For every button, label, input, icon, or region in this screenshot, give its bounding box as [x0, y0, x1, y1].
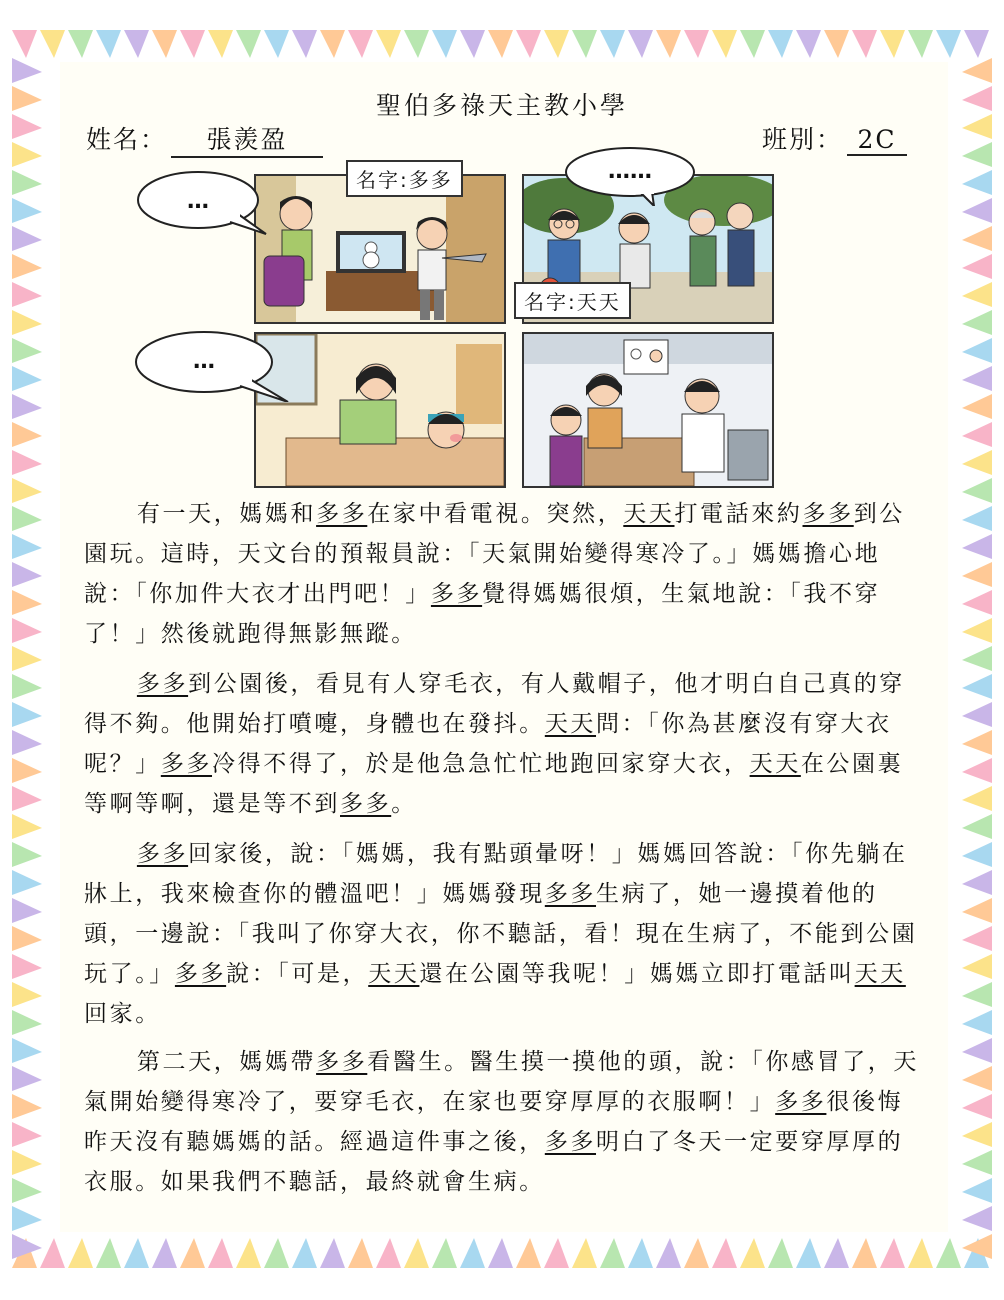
- pennant-flag: [824, 1238, 849, 1268]
- pennant-flag: [572, 30, 597, 58]
- pennant-flag: [432, 1238, 457, 1268]
- pennant-flag: [962, 954, 992, 979]
- pennant-flag: [656, 1238, 681, 1268]
- speech-bubble-2: [560, 144, 700, 206]
- pennant-flag: [12, 30, 37, 58]
- character-name: 天天: [749, 751, 801, 777]
- pennant-flag: [962, 562, 992, 587]
- pennant-flag: [962, 170, 992, 195]
- pennant-flag: [376, 1238, 401, 1268]
- pennant-flag: [600, 1238, 625, 1268]
- pennant-flag: [12, 730, 42, 755]
- pennant-flag: [264, 1238, 289, 1268]
- story-text: 冷得不得了，於是他急急忙忙地跑回家穿大衣，: [212, 751, 750, 777]
- pennant-flag: [824, 30, 849, 58]
- pennant-flag: [962, 534, 992, 559]
- pennant-flag: [12, 422, 42, 447]
- pennant-flag: [600, 30, 625, 58]
- pennant-flag: [320, 30, 345, 58]
- character-name: 天天: [544, 711, 597, 737]
- pennant-flag: [516, 1238, 541, 1268]
- pennant-flag: [152, 30, 177, 58]
- pennant-flag: [962, 226, 992, 251]
- story-text: 。: [391, 791, 417, 817]
- pennant-flag: [348, 1238, 373, 1268]
- pennant-flag: [68, 1238, 93, 1268]
- pennant-flag: [208, 30, 233, 58]
- pennant-flag: [962, 1150, 992, 1175]
- pennant-flag: [962, 282, 992, 307]
- character-name: 多多: [136, 671, 189, 697]
- pennant-flag: [962, 1066, 992, 1091]
- pennant-flag: [880, 30, 905, 58]
- story-paragraph-4: [84, 1042, 924, 1202]
- pennant-flag: [740, 30, 765, 58]
- pennant-flag: [12, 618, 42, 643]
- pennant-flag: [768, 30, 793, 58]
- pennant-flag: [572, 1238, 597, 1268]
- pennant-flag: [962, 198, 992, 223]
- story-text: 覺得媽媽很煩，生氣地說：「我不穿了！」然後就跑得無影無蹤。: [84, 581, 881, 647]
- pennant-flag: [628, 30, 653, 58]
- pennant-flag: [12, 758, 42, 783]
- pennant-flag: [124, 30, 149, 58]
- pennant-flag: [376, 30, 401, 58]
- speech-bubble-3-text: …: [193, 348, 215, 374]
- story-paragraph-3: [84, 834, 924, 1034]
- pennant-flag: [12, 226, 42, 251]
- comic-panel-doctor: [522, 332, 774, 488]
- class-row: [762, 120, 907, 156]
- character-name: 多多: [544, 1129, 597, 1155]
- story-text: 很後悔昨天沒有聽媽媽的話。經過這件事之後，: [84, 1089, 904, 1155]
- pennant-flag: [180, 1238, 205, 1268]
- pennant-flag: [12, 198, 42, 223]
- story-paragraph-1: [84, 494, 924, 654]
- pennant-flag: [40, 30, 65, 58]
- pennant-flag: [936, 30, 961, 58]
- pennant-flag: [12, 282, 42, 307]
- character-name: 多多: [544, 881, 597, 907]
- story-text: 打電話來約: [674, 501, 803, 527]
- story-text: 在家中看電視。突然，: [367, 501, 624, 527]
- pennant-flag: [432, 30, 457, 58]
- story-text: 說：「可是，: [226, 961, 369, 987]
- pennant-flag: [768, 1238, 793, 1268]
- pennant-flag: [236, 1238, 261, 1268]
- pennant-flag: [962, 310, 992, 335]
- pennant-flag: [852, 30, 877, 58]
- pennant-flag: [404, 1238, 429, 1268]
- pennant-flag: [348, 30, 373, 58]
- speech-bubble-1-text: …: [187, 188, 209, 214]
- pennant-flag: [684, 30, 709, 58]
- pennant-flag: [962, 590, 992, 615]
- class-value: 2C: [847, 125, 907, 156]
- character-name: 多多: [160, 751, 213, 777]
- pennant-flag: [12, 674, 42, 699]
- name-tag-tiantian: 名字:天天: [514, 282, 631, 319]
- pennant-flag: [12, 58, 42, 83]
- pennant-flag: [962, 674, 992, 699]
- character-name: 天天: [368, 961, 420, 987]
- pennant-flag: [68, 30, 93, 58]
- pennant-flag: [962, 898, 992, 923]
- pennant-flag: [488, 1238, 513, 1268]
- pennant-flag: [908, 30, 933, 58]
- pennant-flag: [12, 478, 42, 503]
- comic-illustration-bedroom: [256, 334, 504, 486]
- pennant-flag: [962, 926, 992, 951]
- pennant-flag: [12, 982, 42, 1007]
- pennant-flag: [962, 338, 992, 363]
- character-name: 天天: [854, 961, 906, 987]
- pennant-flag: [12, 366, 42, 391]
- pennant-flag: [962, 1206, 992, 1231]
- pennant-flag: [656, 30, 681, 58]
- pennant-flag: [796, 1238, 821, 1268]
- story-text: 回家後，說：「媽媽，我有點頭暈呀！」媽媽回答說：「你先躺在牀上，我來檢查你的體溫吧！」媽媽發現: [84, 841, 908, 907]
- pennant-flag: [12, 1178, 42, 1203]
- story-text: 回家。: [84, 1001, 161, 1027]
- pennant-flag: [962, 758, 992, 783]
- pennant-flag: [12, 702, 42, 727]
- character-name: 多多: [775, 1089, 827, 1115]
- pennant-flag: [12, 1122, 42, 1147]
- pennant-flag: [962, 1038, 992, 1063]
- pennant-flag: [292, 1238, 317, 1268]
- story-text: 看醫生。醫生摸一摸他的頭，說：「你感冒了，天氣開始變得寒冷了，要穿毛衣，在家也要穿厚厚的衣服啊！」: [84, 1049, 919, 1115]
- pennant-flag: [962, 842, 992, 867]
- pennant-flag: [460, 1238, 485, 1268]
- pennant-flag: [962, 1122, 992, 1147]
- pennant-flag: [962, 646, 992, 671]
- pennant-flag: [962, 450, 992, 475]
- student-name-row: [86, 120, 323, 158]
- pennant-flag: [12, 786, 42, 811]
- pennant-flag: [684, 1238, 709, 1268]
- character-name: 多多: [136, 841, 189, 867]
- speech-bubble-3: [132, 328, 292, 402]
- pennant-flag: [12, 562, 42, 587]
- name-tag-duoduo: 名字:多多: [346, 160, 463, 197]
- pennant-flag: [962, 786, 992, 811]
- pennant-flag: [320, 1238, 345, 1268]
- pennant-flag: [236, 30, 261, 58]
- pennant-flag: [544, 30, 569, 58]
- comic-illustration-doctor: [524, 334, 772, 486]
- pennant-flag: [962, 394, 992, 419]
- pennant-flag: [962, 618, 992, 643]
- pennant-flag: [962, 730, 992, 755]
- pennant-flag: [96, 30, 121, 58]
- pennant-flag: [962, 870, 992, 895]
- pennant-flag: [962, 142, 992, 167]
- story-text: 還在公園等我呢！」媽媽立即打電話叫: [419, 961, 855, 987]
- pennant-flag: [12, 142, 42, 167]
- comic-illustration-home: [256, 176, 504, 322]
- story-text: 到公園後，看見有人穿毛衣，有人戴帽子，他才明白自己真的穿得不夠。他開始打噴嚏，身體也在發抖。: [84, 671, 905, 737]
- character-name: 多多: [802, 501, 854, 527]
- pennant-flag: [740, 1238, 765, 1268]
- pennant-flag: [962, 478, 992, 503]
- pennant-flag: [12, 1150, 42, 1175]
- pennant-flag: [180, 30, 205, 58]
- pennant-flag: [404, 30, 429, 58]
- school-title: 聖伯多祿天主教小學: [375, 91, 628, 120]
- pennant-flag: [962, 814, 992, 839]
- character-name: 多多: [316, 501, 368, 527]
- pennant-flag: [962, 1178, 992, 1203]
- pennant-flag: [962, 702, 992, 727]
- story-text: 生病了，她一邊摸着他的頭，一邊說：「我叫了你穿大衣，你不聽話，看！現在生病了，不能到公園玩了。」: [84, 881, 918, 987]
- name-value: 張羨盈: [171, 120, 323, 158]
- name-label: 姓名：: [86, 125, 168, 154]
- story-text: 第二天，媽媽帶: [136, 1049, 317, 1075]
- pennant-flag: [12, 646, 42, 671]
- pennant-flag: [12, 450, 42, 475]
- pennant-flag: [12, 1038, 42, 1063]
- pennant-flag: [12, 842, 42, 867]
- pennant-flag: [12, 506, 42, 531]
- pennant-flag: [544, 1238, 569, 1268]
- pennant-flag: [12, 590, 42, 615]
- pennant-flag: [936, 1238, 961, 1268]
- pennant-flag: [12, 954, 42, 979]
- pennant-flag: [628, 1238, 653, 1268]
- pennant-flag: [964, 30, 989, 58]
- pennant-flag: [962, 1010, 992, 1035]
- pennant-flag: [12, 394, 42, 419]
- story-text: 問：「你為甚麼沒有穿大衣呢？」: [84, 711, 892, 777]
- pennant-flag: [852, 1238, 877, 1268]
- pennant-flag: [12, 170, 42, 195]
- speech-bubble-2-text: ……: [608, 158, 652, 184]
- pennant-flag: [12, 534, 42, 559]
- pennant-flag: [12, 898, 42, 923]
- pennant-flag: [796, 30, 821, 58]
- story-text: 明白了冬天一定要穿厚厚的衣服。如果我們不聽話，最終就會生病。: [84, 1129, 904, 1195]
- pennant-flag: [12, 1206, 42, 1231]
- pennant-flag: [962, 506, 992, 531]
- pennant-flag: [96, 1238, 121, 1268]
- pennant-flag: [962, 1094, 992, 1119]
- pennant-flag: [12, 338, 42, 363]
- character-name: 多多: [340, 791, 392, 817]
- story-paragraph-2: [84, 664, 924, 824]
- pennant-flag: [880, 1238, 905, 1268]
- pennant-flag: [12, 870, 42, 895]
- pennant-flag: [12, 814, 42, 839]
- pennant-flag: [264, 30, 289, 58]
- pennant-flag: [488, 30, 513, 58]
- pennant-flag: [12, 310, 42, 335]
- pennant-flag: [12, 1066, 42, 1091]
- pennant-flag: [460, 30, 485, 58]
- pennant-flag: [962, 254, 992, 279]
- pennant-flag: [962, 58, 992, 83]
- pennant-flag: [962, 982, 992, 1007]
- pennant-flag: [12, 254, 42, 279]
- pennant-flag: [208, 1238, 233, 1268]
- story-text: 有一天，媽媽和: [136, 501, 317, 527]
- character-name: 天天: [623, 501, 675, 527]
- speech-bubble-1: [134, 168, 270, 242]
- pennant-flag: [292, 30, 317, 58]
- pennant-flag: [12, 1094, 42, 1119]
- pennant-flag: [152, 1238, 177, 1268]
- pennant-flag: [712, 1238, 737, 1268]
- pennant-flag: [908, 1238, 933, 1268]
- pennant-flag: [962, 366, 992, 391]
- character-name: 多多: [174, 961, 227, 987]
- pennant-flag: [12, 1010, 42, 1035]
- pennant-flag: [12, 926, 42, 951]
- pennant-flag: [712, 30, 737, 58]
- pennant-flag: [962, 422, 992, 447]
- class-label: 班別：: [762, 125, 844, 154]
- pennant-flag: [516, 30, 541, 58]
- pennant-flag: [124, 1238, 149, 1268]
- character-name: 多多: [430, 581, 483, 607]
- pennant-flag: [40, 1238, 65, 1268]
- character-name: 多多: [316, 1049, 368, 1075]
- story-text: 在公園裏等啊等啊，還是等不到: [84, 751, 904, 817]
- story-text: 到公園玩。這時，天文台的預報員說：「天氣開始變得寒冷了。」媽媽擔心地說：「你加件大衣才出門吧！」: [84, 501, 905, 607]
